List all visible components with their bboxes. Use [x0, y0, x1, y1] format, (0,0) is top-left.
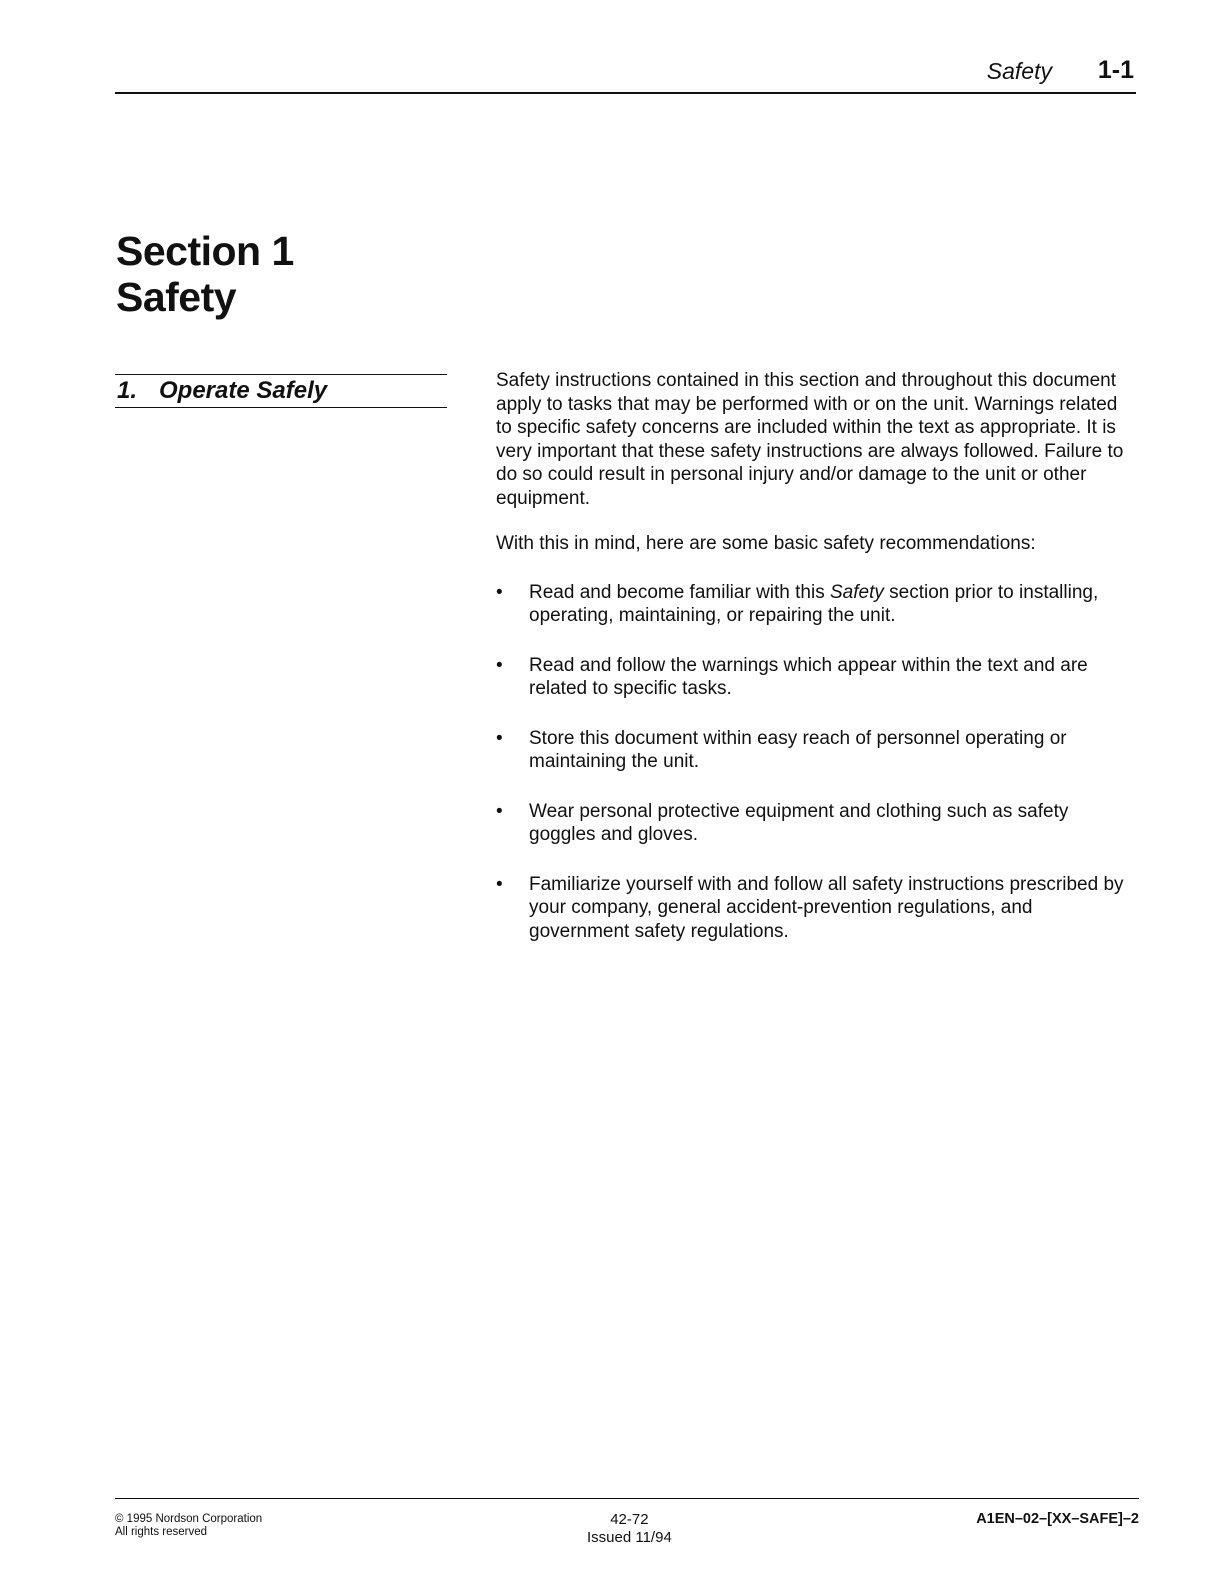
bullet-icon: •	[496, 581, 503, 603]
header-title: Safety	[986, 58, 1052, 84]
footer-rights: All rights reserved	[115, 1526, 208, 1538]
list-item	[496, 581, 1136, 628]
intro-paragraph: Safety instructions contained in this section and throughout this document apply to tasks that may be performed with or on the unit. Warnings related to specific safety concerns are included within the text as appropriate. It is very important that these safety instructions are always followed. Failure to do so could result in personal injury and/or damage to the unit or other equipment.	[496, 370, 1124, 509]
list-item	[496, 654, 1136, 701]
list-item-emphasis: Safety	[829, 581, 884, 603]
list-item-text: Store this document within easy reach of personnel operating or maintaining the unit.	[529, 727, 1067, 772]
bullet-icon: •	[496, 800, 503, 822]
topic-title: Operate Safely	[159, 377, 328, 404]
topic-heading	[117, 377, 327, 405]
bullet-icon: •	[496, 654, 503, 676]
section-heading	[116, 228, 294, 320]
footer-doc-number: 42-72	[610, 1511, 649, 1528]
body-text	[496, 369, 1136, 969]
footer-code: A1EN–02–[XX–SAFE]–2	[976, 1511, 1139, 1527]
list-item	[496, 873, 1136, 944]
list-item-text: Read and follow the warnings which appear within the text and are related to specific tasks.	[529, 654, 1088, 699]
list-item-text-before: Read and become familiar with this	[529, 581, 830, 603]
section-number: Section 1	[116, 228, 294, 274]
topic-heading-box	[115, 374, 447, 408]
bullet-icon: •	[496, 727, 503, 749]
bullet-icon: •	[496, 873, 503, 895]
list-item	[496, 800, 1136, 847]
lead-paragraph: With this in mind, here are some basic safety recommendations:	[496, 533, 1036, 554]
footer-copyright: © 1995 Nordson Corporation	[115, 1513, 263, 1525]
header-page-number: 1-1	[1097, 56, 1134, 84]
page-header	[115, 58, 1136, 94]
page-footer	[115, 1498, 1139, 1546]
section-title: Safety	[116, 274, 237, 320]
recommendation-list	[496, 581, 1136, 944]
list-item-text-after: section prior to installing, operating, maintaining, or repairing the unit.	[529, 581, 1099, 626]
list-item-text: Wear personal protective equipment and clothing such as safety goggles and gloves.	[529, 800, 1069, 845]
topic-number: 1.	[117, 377, 138, 404]
list-item-text: Familiarize yourself with and follow all safety instructions prescribed by your company, general accident-prevention regulations, and government safety regulations.	[529, 873, 1124, 942]
footer-copyright-block	[115, 1513, 262, 1539]
footer-doc-info	[587, 1511, 672, 1547]
footer-issued: Issued 11/94	[587, 1529, 672, 1546]
list-item	[496, 727, 1136, 774]
